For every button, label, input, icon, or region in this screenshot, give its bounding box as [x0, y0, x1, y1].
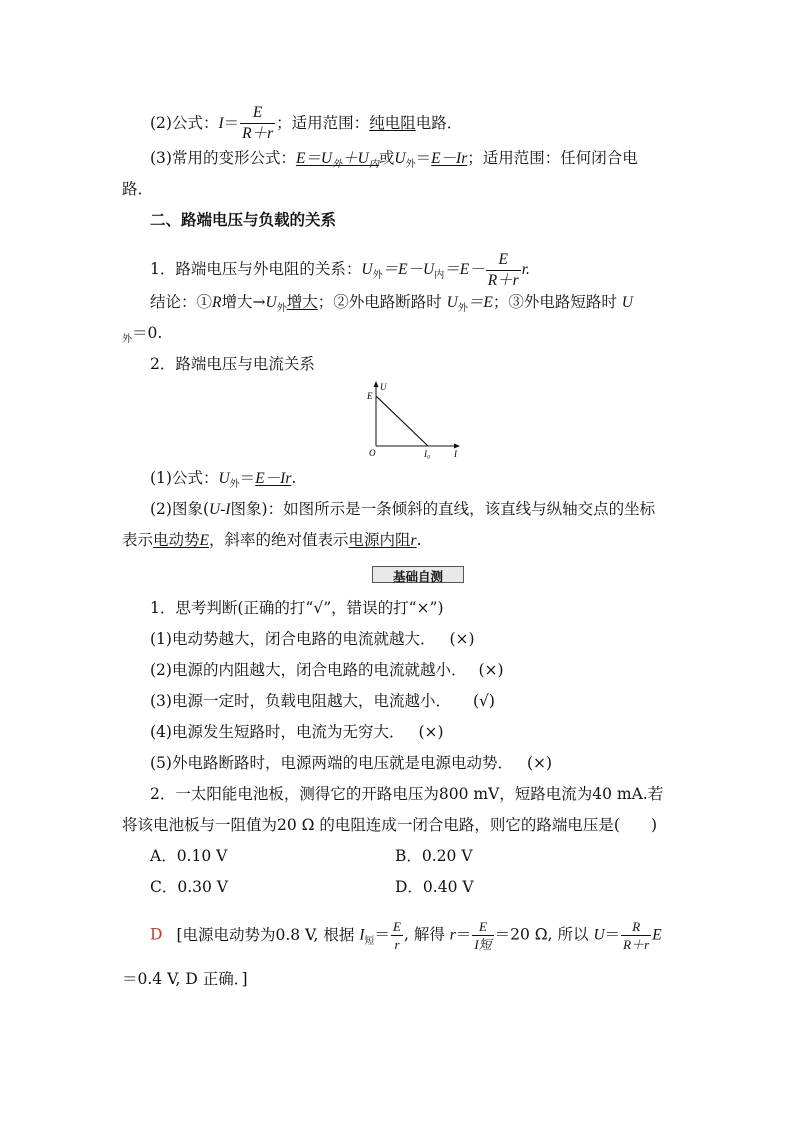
fraction-e-over-i-short: $\frac{E}{\text{I短}}$ — [474, 919, 492, 952]
formula-line-2: (2)公式：I＝ $\frac{E}{R+r}$ ；适用范围：纯电阻电路． — [150, 104, 463, 142]
x-axis-arrow — [454, 444, 460, 449]
ui-formula-line: (1)公式：$U_外=E-Ir$. — [150, 469, 297, 490]
fraction-e-over-r-plus-r: $\frac{E}{R+r}$ — [242, 104, 274, 142]
item2-line: 2．路端电压与电流关系 — [150, 355, 315, 373]
fraction-e-over-r: $\frac{E}{r}$ — [393, 919, 401, 952]
y-axis-arrow — [374, 381, 379, 387]
judgement-mark: (×) — [418, 723, 444, 741]
option-a: A．0.10 V — [150, 847, 228, 865]
section-heading: 二、路端电压与负载的关系 — [150, 211, 337, 229]
i0-label: I₀ — [424, 449, 431, 459]
answer-line-2: ＝0.4 V, D 正确．] — [122, 970, 248, 988]
u-i-graph — [360, 380, 470, 462]
option-d: D．0.40 V — [395, 878, 474, 896]
judgement-mark: (×) — [449, 630, 475, 648]
q1-title: 1．思考判断(正确的打“√”，错误的打“×”) — [150, 599, 444, 617]
y-axis-label: U — [380, 382, 387, 392]
judgement-mark: (×) — [478, 661, 504, 679]
origin-label: O — [369, 448, 376, 458]
judgement-item: (2)电源的内阻越大，闭合电路的电流就越小． (×) — [150, 661, 504, 679]
x-axis-label: I — [454, 449, 457, 459]
formula-line-3-cont: 路． — [122, 180, 154, 198]
judgement-item: (5)外电路断路时，电源两端的电压就是电源电动势． (×) — [150, 754, 553, 772]
judgement-item: (3)电源一定时，负载电阻越大，电流越小． (√) — [150, 692, 495, 710]
image-desc-line-2: 表示电动势E，斜率的绝对值表示电源内阻r. — [122, 531, 422, 549]
judgement-mark: (√) — [472, 692, 495, 710]
judgement-mark: (×) — [526, 754, 553, 772]
formula-e-sum: $E=U_外+U_内$ — [295, 150, 379, 170]
self-test-badge — [372, 566, 464, 584]
q2-line-2: 将该电池板与一阻值为20 Ω 的电阻连成一闭合电路，则它的路端电压是( ) — [122, 816, 658, 834]
internal-resistance-underlined: 电源内阻r — [348, 531, 417, 549]
option-b: B．0.20 V — [395, 847, 473, 865]
answer-letter: D — [150, 925, 163, 944]
conclusion-line-cont: $_外$＝0. — [122, 324, 163, 345]
e-label: E — [367, 391, 373, 401]
conclusion-line: 结论：①R增大$\to U_外$增大；②外电路断路时 $U_外=E$；③外电路短路时 U — [150, 293, 633, 314]
fraction-r-over-r-plus-r: $\frac{R}{R+r}$ — [623, 919, 650, 952]
q2-line-1: 2．一太阳能电池板，测得它的开路电压为800 mV，短路电流为40 mA.若 — [150, 785, 664, 803]
judgement-item: (1)电动势越大，闭合电路的电流就越大． (×) — [150, 630, 475, 648]
image-desc-line-1: (2)图象(U-I图象)：如图所示是一条倾斜的直线，该直线与纵轴交点的坐标 — [150, 500, 656, 518]
emf-underlined: 电动势E — [153, 531, 209, 549]
formula-line-3: (3)常用的变形公式：$E=U_外+U_内$或$U_外=E-Ir$；适用范围：任何闭合电 — [150, 149, 638, 170]
u-i-line — [376, 396, 428, 446]
badge-label: 基础自测 — [392, 569, 443, 584]
option-c: C．0.30 V — [150, 878, 228, 896]
answer-line-1: D [电源电动势为0.8 V, 根据 $I_短=$ $\frac{E}{r}$ , 解得 r＝ $\frac{E}{\text{I短}}$ ＝20 Ω, 所以 U＝ $\frac{R}{R+r}$ E — [150, 919, 662, 952]
item1-line: 1．路端电压与外电阻的关系：$U_外=E-U_内=E-$ $\frac{E}{R+r}$ r. — [150, 251, 530, 289]
fraction-item1: $\frac{E}{R+r}$ — [487, 251, 519, 289]
judgement-item: (4)电源发生短路时，电流为无穷大． (×) — [150, 723, 444, 741]
